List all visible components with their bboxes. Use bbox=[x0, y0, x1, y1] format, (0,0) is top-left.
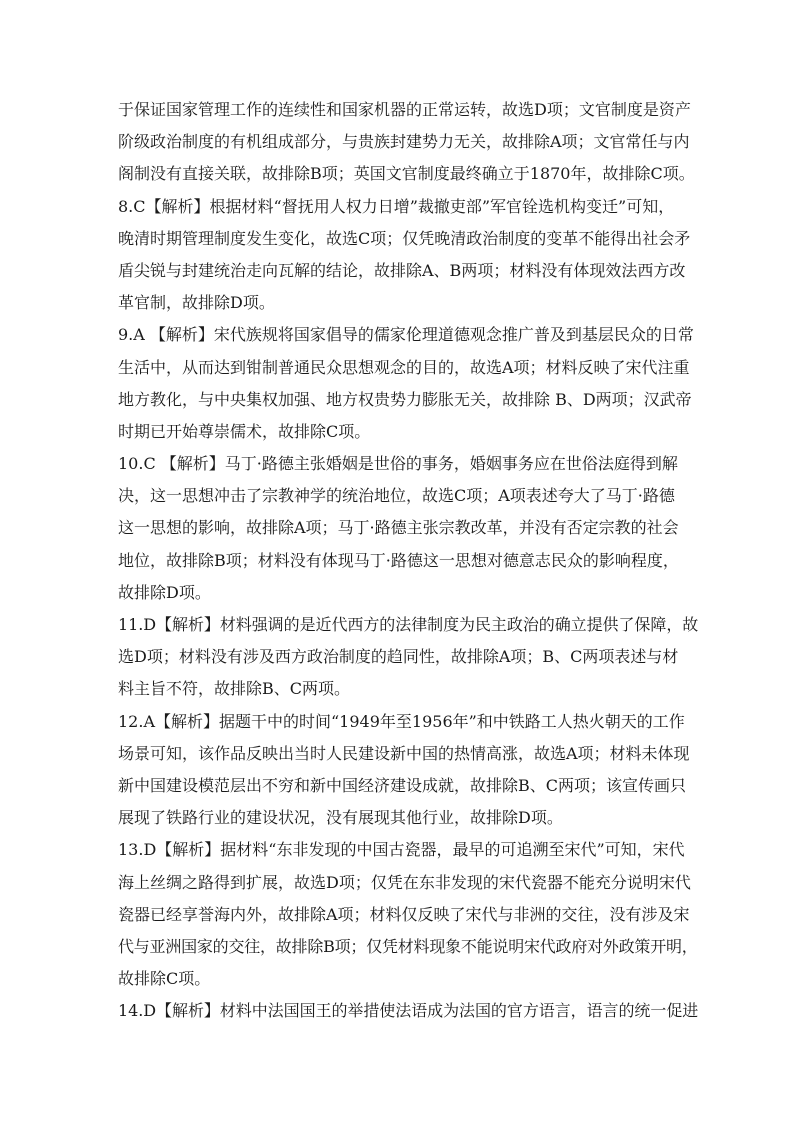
answer-9-line: 9.A 【解析】宋代族规将国家倡导的儒家伦理道德观念推广普及到基层民众的日常 bbox=[118, 325, 694, 345]
answer-explanations bbox=[118, 94, 698, 1027]
text-line: 于保证国家管理工作的连续性和国家机器的正常运转，故选D项；文官制度是资产 bbox=[118, 100, 691, 119]
answer-14-line: 14.D【解析】材料中法国国王的举措使法语成为法国的官方语言，语言的统一促进 bbox=[118, 1001, 699, 1021]
answer-11-line: 11.D【解析】材料强调的是近代西方的法律制度为民主政治的确立提供了保障，故 bbox=[118, 615, 699, 634]
answer-10-line: 10.C 【解析】马丁·路德主张婚姻是世俗的事务，婚姻事务应在世俗法庭得到解 bbox=[118, 454, 678, 474]
text-line: 时期已开始尊崇儒术，故排除C项。 bbox=[118, 421, 371, 441]
text-line: 场景可知，该作品反映出当时人民建设新中国的热情高涨，故选A项；材料未体现 bbox=[118, 743, 690, 763]
answer-8-line: 8.C【解析】根据材料“督抚用人权力日增”裁撤吏部”军官铨选机构变迁”可知， bbox=[118, 196, 675, 216]
text-line: 料主旨不符，故排除B、C两项。 bbox=[118, 679, 351, 699]
text-line: 生活中，从而达到钳制普通民众思想观念的目的，故选A项；材料反映了宋代注重 bbox=[118, 357, 690, 377]
text-line: 海上丝绸之路得到扩展，故选D项；仅凭在东非发现的宋代瓷器不能充分说明宋代 bbox=[118, 872, 691, 892]
text-line: 决，这一思想冲击了宗教神学的统治地位，故选C项；A项表述夸大了马丁·路德 bbox=[118, 486, 675, 506]
text-line: 瓷器已经享誉海内外，故排除A项；材料仅反映了宋代与非洲的交往，没有涉及宋 bbox=[118, 904, 690, 924]
text-line: 盾尖锐与封建统治走向瓦解的结论，故排除A、B两项；材料没有体现效法西方改 bbox=[118, 260, 686, 280]
text-line: 新中国建设模范层出不穷和新中国经济建设成就，故排除B、C两项；该宣传画只 bbox=[118, 775, 687, 795]
text-line: 代与亚洲国家的交往，故排除B项；仅凭材料现象不能说明宋代政府对外政策开明， bbox=[118, 936, 698, 956]
text-line: 革官制，故排除D项。 bbox=[118, 293, 275, 313]
text-line: 故排除D项。 bbox=[118, 582, 211, 602]
text-line: 晚清时期管理制度发生变化，故选C项；仅凭晚清政治制度的变革不能得出社会矛 bbox=[118, 228, 691, 248]
text-line: 地方教化，与中央集权加强、地方权贵势力膨胀无关，故排除 B、D两项；汉武帝 bbox=[118, 389, 692, 409]
text-line: 展现了铁路行业的建设状况，没有展现其他行业，故排除D项。 bbox=[118, 808, 563, 828]
text-line: 故排除C项。 bbox=[118, 969, 211, 989]
text-line: 这一思想的影响，故排除A项；马丁·路德主张宗教改革，并没有否定宗教的社会 bbox=[118, 518, 679, 538]
answer-13-line: 13.D【解析】据材料“东非发现的中国古瓷器，最早的可追溯至宋代”可知，宋代 bbox=[118, 840, 685, 860]
text-line: 阁制没有直接关联，故排除B项；英国文官制度最终确立于1870年，故排除C项。 bbox=[118, 164, 695, 184]
text-line: 地位，故排除B项；材料没有体现马丁·路德这一思想对德意志民众的影响程度， bbox=[118, 550, 679, 570]
text-line: 阶级政治制度的有机组成部分，与贵族封建势力无关，故排除A项；文官常任与内 bbox=[118, 132, 690, 152]
answer-12-line: 12.A【解析】据题干中的时间“1949年至1956年”和中铁路工人热火朝天的工作 bbox=[118, 711, 685, 731]
text-line: 选D项；材料没有涉及西方政治制度的趋同性，故排除A项；B、C两项表述与材 bbox=[118, 647, 679, 667]
